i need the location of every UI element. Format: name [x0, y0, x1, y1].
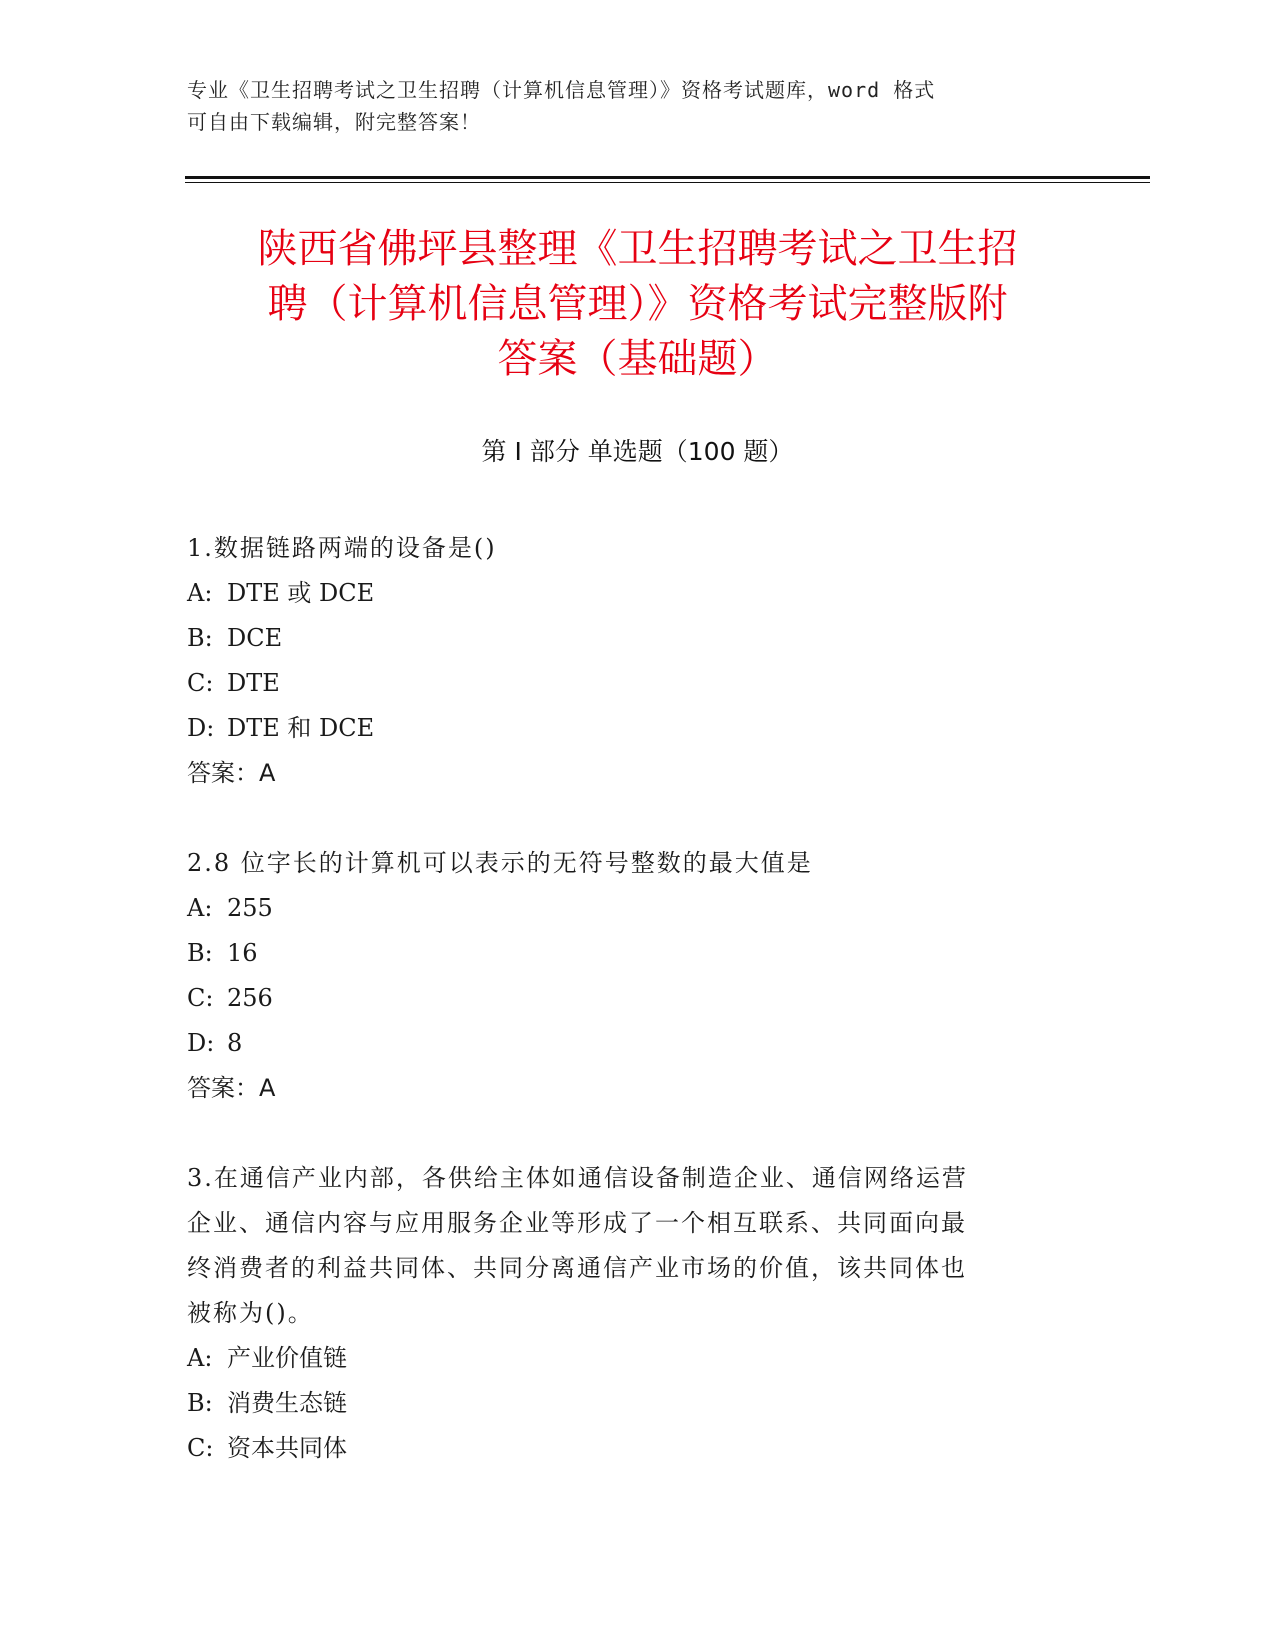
- title-line: 聘（计算机信息管理）》资格考试完整版附: [267, 281, 1008, 327]
- question-stem-line: 3.在通信产业内部，各供给主体如通信设备制造企业、通信网络运营: [187, 1164, 968, 1192]
- option-text: 16: [227, 939, 258, 967]
- question-list: [187, 526, 1067, 1471]
- question-stem: 1.数据链路两端的设备是(): [187, 534, 497, 562]
- option-text: 255: [227, 894, 273, 922]
- option-b: [187, 616, 1067, 661]
- option-key: B:: [187, 939, 213, 967]
- question-stem-line: 企业、通信内容与应用服务企业等形成了一个相互联系、共同面向最: [187, 1209, 967, 1237]
- option-text: DTE 和 DCE: [227, 714, 375, 742]
- option-text: 产业价值链: [227, 1344, 347, 1372]
- option-key: A:: [187, 1344, 213, 1372]
- question-2: [187, 841, 1067, 1111]
- option-key: D:: [187, 714, 215, 742]
- answer-line: 答案：A: [187, 1074, 276, 1102]
- header-rule-thin: [185, 182, 1150, 183]
- question-spacer: [187, 796, 1067, 841]
- question-3: [187, 1156, 1067, 1471]
- option-text: 资本共同体: [227, 1434, 347, 1462]
- option-b: [187, 1381, 1067, 1426]
- option-a: [187, 571, 1067, 616]
- option-key: B:: [187, 624, 213, 652]
- option-c: [187, 976, 1067, 1021]
- title-line: 答案（基础题）: [497, 336, 778, 382]
- option-key: C:: [187, 984, 214, 1012]
- option-a: [187, 886, 1067, 931]
- option-text: DCE: [227, 624, 283, 652]
- option-key: A:: [187, 579, 213, 607]
- title-line: 陕西省佛坪县整理《卫生招聘考试之卫生招: [257, 226, 1018, 272]
- option-d: [187, 1021, 1067, 1066]
- document-title: [160, 222, 1115, 387]
- question-stem: 2.8 位字长的计算机可以表示的无符号整数的最大值是: [187, 849, 813, 877]
- header-rule-thick: [185, 176, 1150, 179]
- header-note-line: 可自由下载编辑，附完整答案！: [187, 110, 481, 134]
- option-d: [187, 706, 1067, 751]
- option-c: [187, 661, 1067, 706]
- question-spacer: [187, 1111, 1067, 1156]
- question-stem-line: 被称为()。: [187, 1299, 314, 1327]
- option-key: A:: [187, 894, 213, 922]
- question-1: [187, 526, 1067, 796]
- option-text: DTE 或 DCE: [227, 579, 375, 607]
- header-note: [187, 74, 1067, 138]
- option-key: B:: [187, 1389, 213, 1417]
- option-text: 消费生态链: [227, 1389, 347, 1417]
- option-key: C:: [187, 669, 214, 697]
- section-heading: 第 I 部分 单选题（100 题）: [481, 437, 794, 466]
- option-text: DTE: [227, 669, 280, 697]
- option-c: [187, 1426, 1067, 1471]
- question-stem-line: 终消费者的利益共同体、共同分离通信产业市场的价值，该共同体也: [187, 1254, 967, 1282]
- answer-line: 答案：A: [187, 759, 276, 787]
- option-text: 8: [227, 1029, 243, 1057]
- header-note-line: 专业《卫生招聘考试之卫生招聘（计算机信息管理）》资格考试题库，word 格式: [187, 78, 936, 102]
- option-key: D:: [187, 1029, 215, 1057]
- option-text: 256: [227, 984, 273, 1012]
- option-b: [187, 931, 1067, 976]
- option-a: [187, 1336, 1067, 1381]
- option-key: C:: [187, 1434, 214, 1462]
